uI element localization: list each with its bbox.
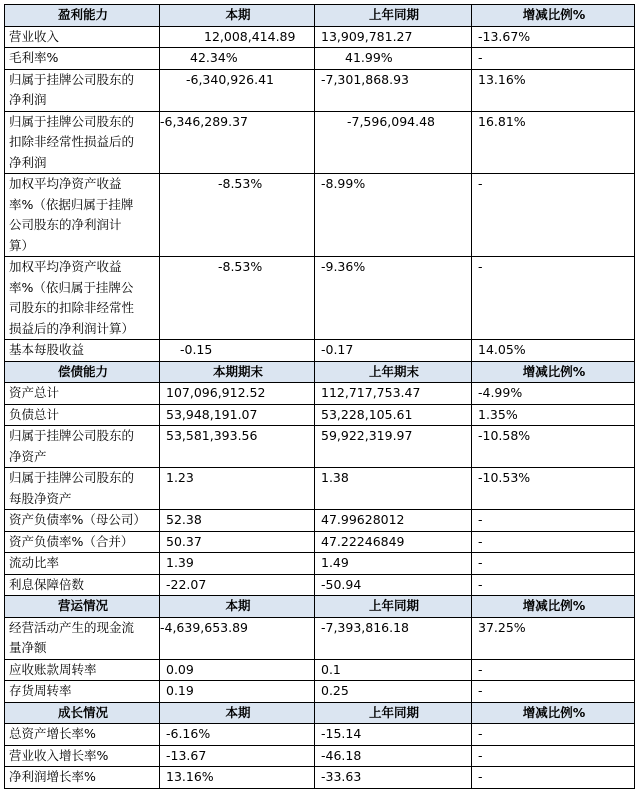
row-label-line: 资产总计 [9, 385, 60, 400]
row-label-line: 损益后的净利润计算） [9, 320, 135, 336]
change-ratio-cell: 13.16% [472, 69, 635, 111]
row-label [5, 531, 160, 553]
row-label [5, 510, 160, 532]
row-label-line: 净利润 [9, 92, 47, 107]
current-value-cell: -4,639,653.89 [160, 617, 315, 659]
column-header: 本期 [160, 596, 315, 618]
row-label [5, 26, 160, 48]
table-row [5, 404, 635, 426]
change-ratio-cell: -4.99% [472, 383, 635, 405]
change-ratio-cell: - [472, 174, 635, 257]
section-header-row [5, 361, 635, 383]
prior-value-cell: -0.17 [315, 340, 472, 362]
prior-value-cell: -15.14 [315, 724, 472, 746]
change-ratio-cell: - [472, 531, 635, 553]
current-value-cell: -22.07 [160, 574, 315, 596]
change-ratio-cell: 14.05% [472, 340, 635, 362]
row-label-line: 资产负债率%（合并） [9, 533, 134, 549]
prior-value-cell: 0.1 [315, 659, 472, 681]
row-label-line: 毛利率% [9, 50, 59, 65]
current-value-cell: 50.37 [160, 531, 315, 553]
prior-value-cell: 13,909,781.27 [315, 26, 472, 48]
row-label [5, 48, 160, 70]
row-label-line: 营业收入 [9, 28, 60, 44]
row-label [5, 574, 160, 596]
current-value-cell: 53,581,393.56 [160, 426, 315, 468]
change-ratio-cell: - [472, 510, 635, 532]
table-row [5, 724, 635, 746]
row-label [5, 681, 160, 703]
table-row [5, 681, 635, 703]
section-title: 成长情况 [5, 702, 160, 724]
change-ratio-cell: - [472, 48, 635, 70]
current-value-cell: 1.39 [160, 553, 315, 575]
row-label [5, 553, 160, 575]
row-label [5, 468, 160, 510]
change-ratio-cell: 1.35% [472, 404, 635, 426]
table-row [5, 174, 635, 257]
table-row [5, 48, 635, 70]
table-row [5, 468, 635, 510]
row-label-line: 经营活动产生的现金流 [9, 619, 135, 635]
section-header-row [5, 5, 635, 27]
column-header: 增减比例% [472, 596, 635, 618]
prior-value-cell: -50.94 [315, 574, 472, 596]
row-label [5, 383, 160, 405]
change-ratio-cell: -10.53% [472, 468, 635, 510]
financial-indicators-table [4, 4, 635, 789]
section-title: 盈利能力 [5, 5, 160, 27]
table-row [5, 553, 635, 575]
table-row [5, 617, 635, 659]
current-value-cell: -13.67 [160, 745, 315, 767]
prior-value-cell: -9.36% [315, 257, 472, 340]
row-label-line: 营业收入增长率% [9, 747, 109, 763]
current-value-cell: -8.53% [160, 257, 315, 340]
table-row [5, 257, 635, 340]
row-label-line: 负债总计 [9, 406, 60, 422]
current-value-cell: 53,948,191.07 [160, 404, 315, 426]
current-value-cell: -6,346,289.37 [160, 111, 315, 174]
prior-value-cell: -7,596,094.48 [315, 111, 472, 174]
change-ratio-cell: 37.25% [472, 617, 635, 659]
row-label [5, 69, 160, 111]
column-header: 上年同期 [315, 702, 472, 724]
change-ratio-cell: - [472, 724, 635, 746]
change-ratio-cell: 16.81% [472, 111, 635, 174]
row-label-line: 归属于挂牌公司股东的 [9, 71, 135, 87]
prior-value-cell: 41.99% [315, 48, 472, 70]
column-header: 本期 [160, 702, 315, 724]
row-label-line: 存货周转率 [9, 683, 72, 698]
table-row [5, 340, 635, 362]
row-label-line: 每股净资产 [9, 490, 72, 506]
row-label-line: 率%（依据归属于挂牌 [9, 196, 134, 212]
current-value-cell: -6,340,926.41 [160, 69, 315, 111]
row-label [5, 404, 160, 426]
prior-value-cell: 112,717,753.47 [315, 383, 472, 405]
row-label-line: 基本每股收益 [9, 342, 85, 357]
prior-value-cell: 0.25 [315, 681, 472, 703]
change-ratio-cell: - [472, 767, 635, 789]
row-label-line: 司股东的扣除非经常性 [9, 300, 135, 315]
row-label-line: 加权平均净资产收益 [9, 176, 122, 191]
current-value-cell: 0.19 [160, 681, 315, 703]
row-label [5, 745, 160, 767]
column-header: 增减比例% [472, 702, 635, 724]
row-label [5, 426, 160, 468]
current-value-cell: -8.53% [160, 174, 315, 257]
prior-value-cell: -33.63 [315, 767, 472, 789]
prior-value-cell: 47.99628012 [315, 510, 472, 532]
prior-value-cell: -8.99% [315, 174, 472, 257]
current-value-cell: 1.23 [160, 468, 315, 510]
row-label [5, 174, 160, 257]
prior-value-cell: -7,393,816.18 [315, 617, 472, 659]
row-label [5, 617, 160, 659]
table-row [5, 659, 635, 681]
row-label-line: 利息保障倍数 [9, 576, 85, 592]
table-row [5, 26, 635, 48]
change-ratio-cell: - [472, 681, 635, 703]
row-label [5, 257, 160, 340]
prior-value-cell: -46.18 [315, 745, 472, 767]
prior-value-cell: 1.49 [315, 553, 472, 575]
current-value-cell: -0.15 [160, 340, 315, 362]
row-label-line: 净利润 [9, 154, 47, 170]
current-value-cell: 0.09 [160, 659, 315, 681]
change-ratio-cell: - [472, 659, 635, 681]
table-row [5, 574, 635, 596]
row-label-line: 公司股东的净利润计 [9, 217, 122, 232]
row-label [5, 340, 160, 362]
row-label [5, 767, 160, 789]
table-row [5, 531, 635, 553]
row-label-line: 归属于挂牌公司股东的 [9, 428, 135, 443]
current-value-cell: 52.38 [160, 510, 315, 532]
change-ratio-cell: -13.67% [472, 26, 635, 48]
table-row [5, 426, 635, 468]
section-title: 营运情况 [5, 596, 160, 618]
row-label-line: 归属于挂牌公司股东的 [9, 470, 135, 485]
section-header-row [5, 702, 635, 724]
row-label [5, 724, 160, 746]
column-header: 上年期末 [315, 361, 472, 383]
change-ratio-cell: -10.58% [472, 426, 635, 468]
table-row [5, 69, 635, 111]
row-label-line: 总资产增长率% [9, 726, 96, 741]
current-value-cell: -6.16% [160, 724, 315, 746]
table-row [5, 383, 635, 405]
current-value-cell: 12,008,414.89 [160, 26, 315, 48]
table-row [5, 111, 635, 174]
row-label-line: 率%（依归属于挂牌公 [9, 279, 134, 295]
table-row [5, 745, 635, 767]
row-label-line: 归属于挂牌公司股东的 [9, 113, 135, 129]
row-label-line: 扣除非经常性损益后的 [9, 134, 135, 149]
current-value-cell: 13.16% [160, 767, 315, 789]
change-ratio-cell: - [472, 553, 635, 575]
row-label-line: 净利润增长率% [9, 769, 96, 784]
row-label-line: 资产负债率%（母公司） [9, 512, 146, 527]
column-header: 上年同期 [315, 596, 472, 618]
row-label-line: 流动比率 [9, 555, 60, 570]
table-row [5, 767, 635, 789]
current-value-cell: 107,096,912.52 [160, 383, 315, 405]
column-header: 上年同期 [315, 5, 472, 27]
prior-value-cell: 1.38 [315, 468, 472, 510]
table-row [5, 510, 635, 532]
table-body [5, 5, 635, 789]
prior-value-cell: 59,922,319.97 [315, 426, 472, 468]
column-header: 增减比例% [472, 5, 635, 27]
row-label-line: 加权平均净资产收益 [9, 259, 122, 274]
current-value-cell: 42.34% [160, 48, 315, 70]
change-ratio-cell: - [472, 745, 635, 767]
row-label [5, 111, 160, 174]
row-label [5, 659, 160, 681]
change-ratio-cell: - [472, 574, 635, 596]
section-header-row [5, 596, 635, 618]
column-header: 本期 [160, 5, 315, 27]
change-ratio-cell: - [472, 257, 635, 340]
row-label-line: 量净额 [9, 640, 47, 655]
row-label-line: 净资产 [9, 448, 47, 464]
column-header: 增减比例% [472, 361, 635, 383]
prior-value-cell: -7,301,868.93 [315, 69, 472, 111]
row-label-line: 应收账款周转率 [9, 661, 97, 677]
section-title: 偿债能力 [5, 361, 160, 383]
column-header: 本期期末 [160, 361, 315, 383]
prior-value-cell: 47.22246849 [315, 531, 472, 553]
prior-value-cell: 53,228,105.61 [315, 404, 472, 426]
row-label-line: 算） [9, 237, 35, 253]
